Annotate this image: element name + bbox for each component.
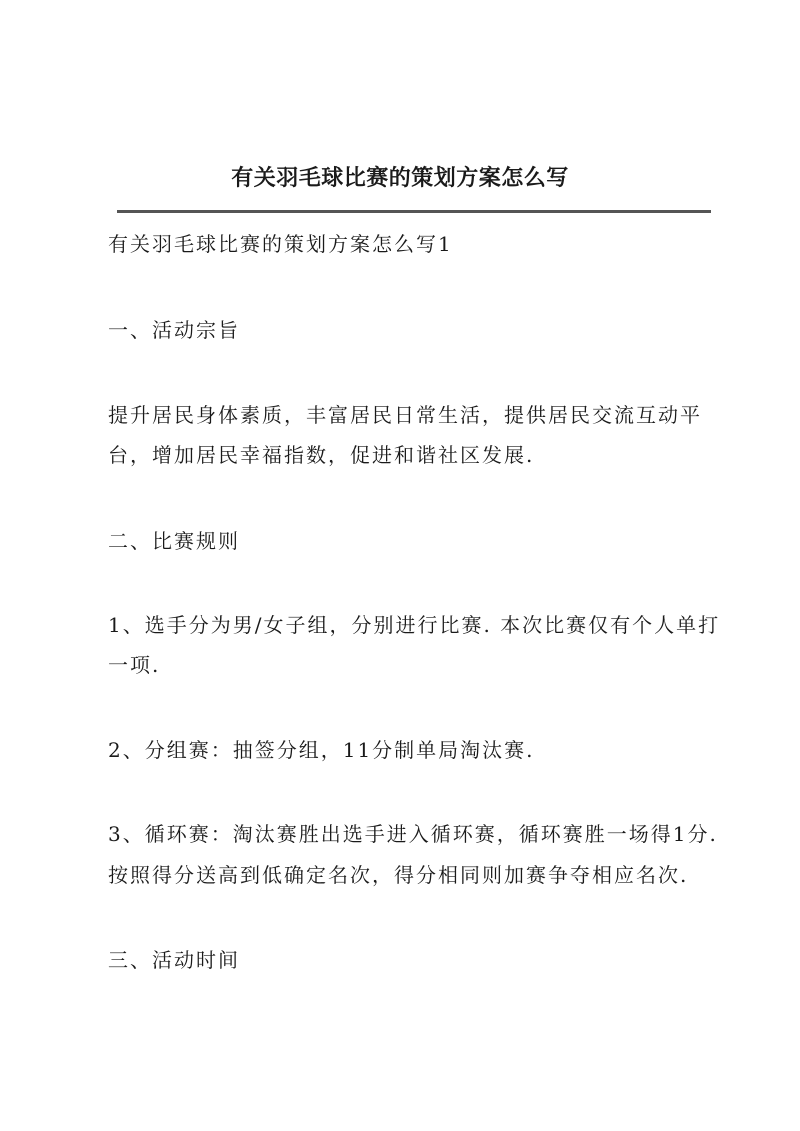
title-divider (117, 210, 711, 213)
purpose-line-1: 提升居民身体素质，丰富居民日常生活，提供居民交流互动平 (108, 403, 702, 427)
rule-3-line-1: 3、循环赛：淘汰赛胜出选手进入循环赛，循环赛胜一场得1分. (108, 822, 718, 846)
section-heading-time: 三、活动时间 (108, 948, 240, 972)
rule-1-line-2: 一项. (108, 653, 161, 677)
purpose-line-2: 台，增加居民幸福指数，促进和谐社区发展. (108, 443, 535, 467)
section-heading-rules: 二、比赛规则 (108, 529, 240, 553)
rule-1-line-1: 1、选手分为男/女子组，分别进行比赛. 本次比赛仅有个人单打 (108, 613, 721, 637)
rule-3-line-2: 按照得分送高到低确定名次，得分相同则加赛争夺相应名次. (108, 863, 689, 887)
section-heading-purpose: 一、活动宗旨 (108, 318, 240, 342)
rule-2: 2、分组赛：抽签分组，11分制单局淘汰赛. (108, 738, 535, 762)
document-title: 有关羽毛球比赛的策划方案怎么写 (231, 165, 569, 191)
document-subtitle: 有关羽毛球比赛的策划方案怎么写1 (108, 232, 453, 256)
